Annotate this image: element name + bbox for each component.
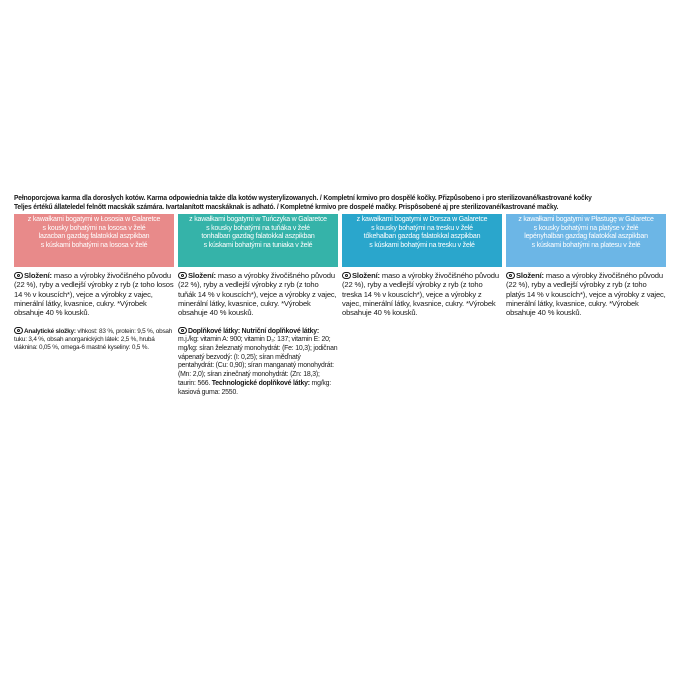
composition-icon — [178, 272, 187, 279]
variant-band-tuna — [178, 214, 338, 267]
additives-block — [178, 327, 338, 398]
additives-icon — [178, 327, 187, 334]
band-line: lazacban gazdag falatokkal aszpikban — [38, 233, 150, 241]
band-line: s kúskami bohatými na tuniaka v želé — [203, 241, 313, 249]
band-line: s kousky bohatými na lososa v želé — [42, 224, 146, 232]
band-line: tonhalban gazdag falatokkal aszpikban — [201, 233, 315, 241]
composition-text: maso a výrobky živočišného původu (22 %), ryby a vedlejší výrobky z ryb (z toho tuňák 14 % v kouscích*), vejce a výrobky z vajec, minerální látky, kvasnice, cukry. *Výrobek obsahuje 40 % kousků. — [178, 271, 337, 318]
info-columns — [14, 271, 666, 397]
band-line: tőkehalban gazdag falatokkal aszpikban — [363, 233, 481, 241]
composition-label: Složení: — [352, 271, 380, 281]
variant-band-cod — [342, 214, 502, 267]
additives-text: m.j./kg: vitamin A: 900; vitamin D₃: 137; vitamin E: 20; mg/kg: síran železnatý monohydrát: (Fe: 10,3); jodičnan vápenatý bezvodý: (I: 0,25); síran měďnatý pentahydrát: (Cu: 0,90); síran manganatý monohydrát: (Mn: 2,0); síran zinečnatý monohydrát: (Zn: 18,3); taurin: 566. — [178, 336, 338, 387]
column-cod — [342, 271, 502, 397]
band-line: s kúskami bohatými na platesu v želé — [531, 241, 641, 249]
band-line: z kawałkami bogatymi w Płastugę w Galaretce — [518, 216, 654, 224]
intro-line: Pełnoporcjowa karma dla dorosłych kotów. Karma odpowiednia także dla kotów wysterylizowanych. / Kompletní krmivo pro dospělé kočky. Přizpůsobeno i pro sterilizované/kastrované kočky — [14, 194, 592, 202]
composition-block — [178, 271, 338, 317]
intro-line: Teljes értékű állateledel felnőtt macskák számára. Ivartalanított macskáknak is adható. / Kompletné krmivo pre dospelé mačky. Prispôsobené aj pre sterilizované/kastrované mačky. — [14, 202, 559, 211]
intro-text — [14, 194, 627, 211]
composition-label: Složení: — [188, 271, 216, 281]
composition-text: maso a výrobky živočišného původu (22 %), ryby a vedlejší výrobky z ryb (z toho platýs 14 % v kouscích*), vejce a výrobky z vajec, minerální látky, kvasnice, cukry. *Výrobek obsahuje 40 % kousků. — [506, 271, 666, 318]
variant-band-salmon — [14, 214, 174, 267]
column-tuna — [178, 271, 338, 397]
band-line: s kúskami bohatými na lososa v želé — [40, 241, 148, 249]
band-line: lepényhalban gazdag falatokkal aszpikban — [524, 233, 648, 241]
composition-label: Složení: — [516, 271, 544, 281]
composition-icon — [342, 272, 351, 279]
analytical-icon — [14, 327, 23, 334]
composition-block — [14, 271, 174, 317]
composition-block — [342, 271, 502, 317]
band-line: z kawałkami bogatymi w Łososia w Galaretce — [27, 216, 161, 224]
band-line: s kousky bohatými na tresku v želé — [371, 224, 473, 232]
composition-text: maso a výrobky živočišného původu (22 %), ryby a vedlejší výrobky z ryb (z toho treska 14 % v kouscích*), vejce a výrobky z vajec, minerální látky, kvasnice, cukry. *Výrobek obsahuje 40 % kousků. — [342, 271, 499, 318]
composition-block — [506, 271, 666, 317]
analytical-block — [14, 327, 174, 352]
variant-bands — [14, 214, 666, 267]
additives-label: Doplňkové látky: Nutriční doplňkové látky: — [188, 327, 319, 335]
band-line: z kawałkami bogatymi w Dorsza w Galaretce — [356, 216, 488, 224]
band-line: s kúskami bohatými na tresku v želé — [369, 241, 475, 249]
composition-text: maso a výrobky živočišného původu (22 %), ryby a vedlejší výrobky z ryb (z toho losos 14 % v kouscích*), vejce a výrobky z vajec, minerální látky, kvasnice, cukry. *Výrobek obsahuje 40 % kousků. — [14, 271, 174, 318]
composition-icon — [506, 272, 515, 279]
variant-band-plaice — [506, 214, 666, 267]
band-line: z kawałkami bogatymi w Tuńczyka w Galaretce — [189, 216, 327, 224]
tech-additives-text: mg/kg: kasiová guma: 2550. — [178, 379, 332, 396]
column-plaice — [506, 271, 666, 397]
band-line: s kousky bohatými na platýse v želé — [533, 224, 639, 232]
column-salmon — [14, 271, 174, 397]
analytical-label: Analytické složky: — [24, 327, 76, 335]
product-label — [14, 194, 666, 397]
composition-label: Složení: — [24, 271, 52, 281]
composition-icon — [14, 272, 23, 279]
analytical-text: vlhkost: 83 %, protein: 9,5 %, obsah tuku: 3,4 %, obsah anorganických látek: 2,5 %, hrubá vláknina: 0,05 %, omega-6 mastné kyseliny: 0,5 %. — [14, 327, 173, 351]
tech-additives-label: Technologické doplňkové látky: — [211, 379, 310, 387]
band-line: s kousky bohatými na tuňáka v želé — [206, 224, 310, 232]
